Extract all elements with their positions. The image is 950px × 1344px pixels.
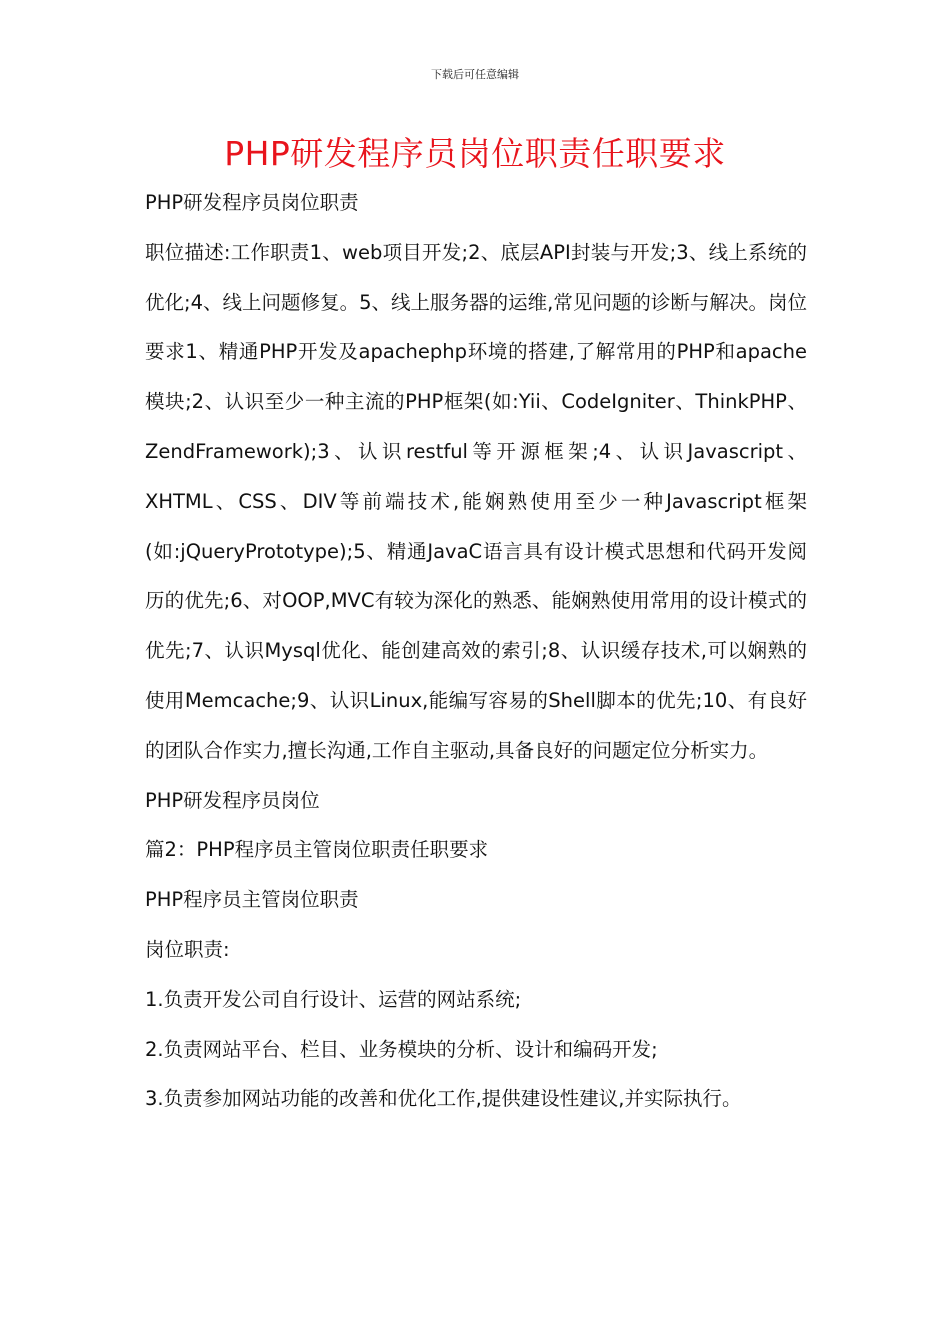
list-item: 2.负责网站平台、栏目、业务模块的分析、设计和编码开发; (145, 1037, 658, 1061)
chapter-heading: 篇2：PHP程序员主管岗位职责任职要求 (145, 838, 489, 862)
subsection-heading: 岗位职责: (145, 937, 230, 961)
section-heading: PHP程序员主管岗位职责 (145, 888, 359, 912)
body-paragraph: 职位描述:工作职责1、web项目开发;2、底层API封装与开发;3、线上系统的优化;4、线上问题修复。5、线上服务器的运维,常见问题的诊断与解决。岗位要求1、精通PHP开发及apachephp环境的搭建,了解常用的PHP和apache模块;2、认识至少一种主流的PHP框架(如:Yii、CodeIgniter、ThinkPHP、ZendFramework);3、认识restful等开源框架;4、认识Javascript、XHTML、CSS、DIV等前端技术,能娴熟使用至少一种Javascript框架(如:jQueryPrototype);5、精通JavaC语言具有设计模式思想和代码开发阅历的优先;6、对OOP,MVC有较为深化的熟悉、能娴熟使用常用的设计模式的优先;7、认识Mysql优化、能创建高效的索引;8、认识缓存技术,可以娴熟的使用Memcache;9、认识Linux,能编写容易的Shell脚本的优先;10、有良好的团队合作实力,擅长沟通,工作自主驱动,具备良好的问题定位分析实力。 (145, 240, 807, 762)
list-item: 1.负责开发公司自行设计、运营的网站系统; (145, 987, 522, 1011)
document-title: PHP研发程序员岗位职责任职要求 (224, 134, 726, 173)
section-heading: PHP研发程序员岗位职责 (145, 191, 359, 214)
header-note: 下载后可任意编辑 (431, 68, 519, 81)
section-heading: PHP研发程序员岗位 (145, 788, 320, 812)
list-item: 3.负责参加网站功能的改善和优化工作,提供建设性建议,并实际执行。 (145, 1087, 742, 1111)
document-body (145, 178, 807, 1124)
